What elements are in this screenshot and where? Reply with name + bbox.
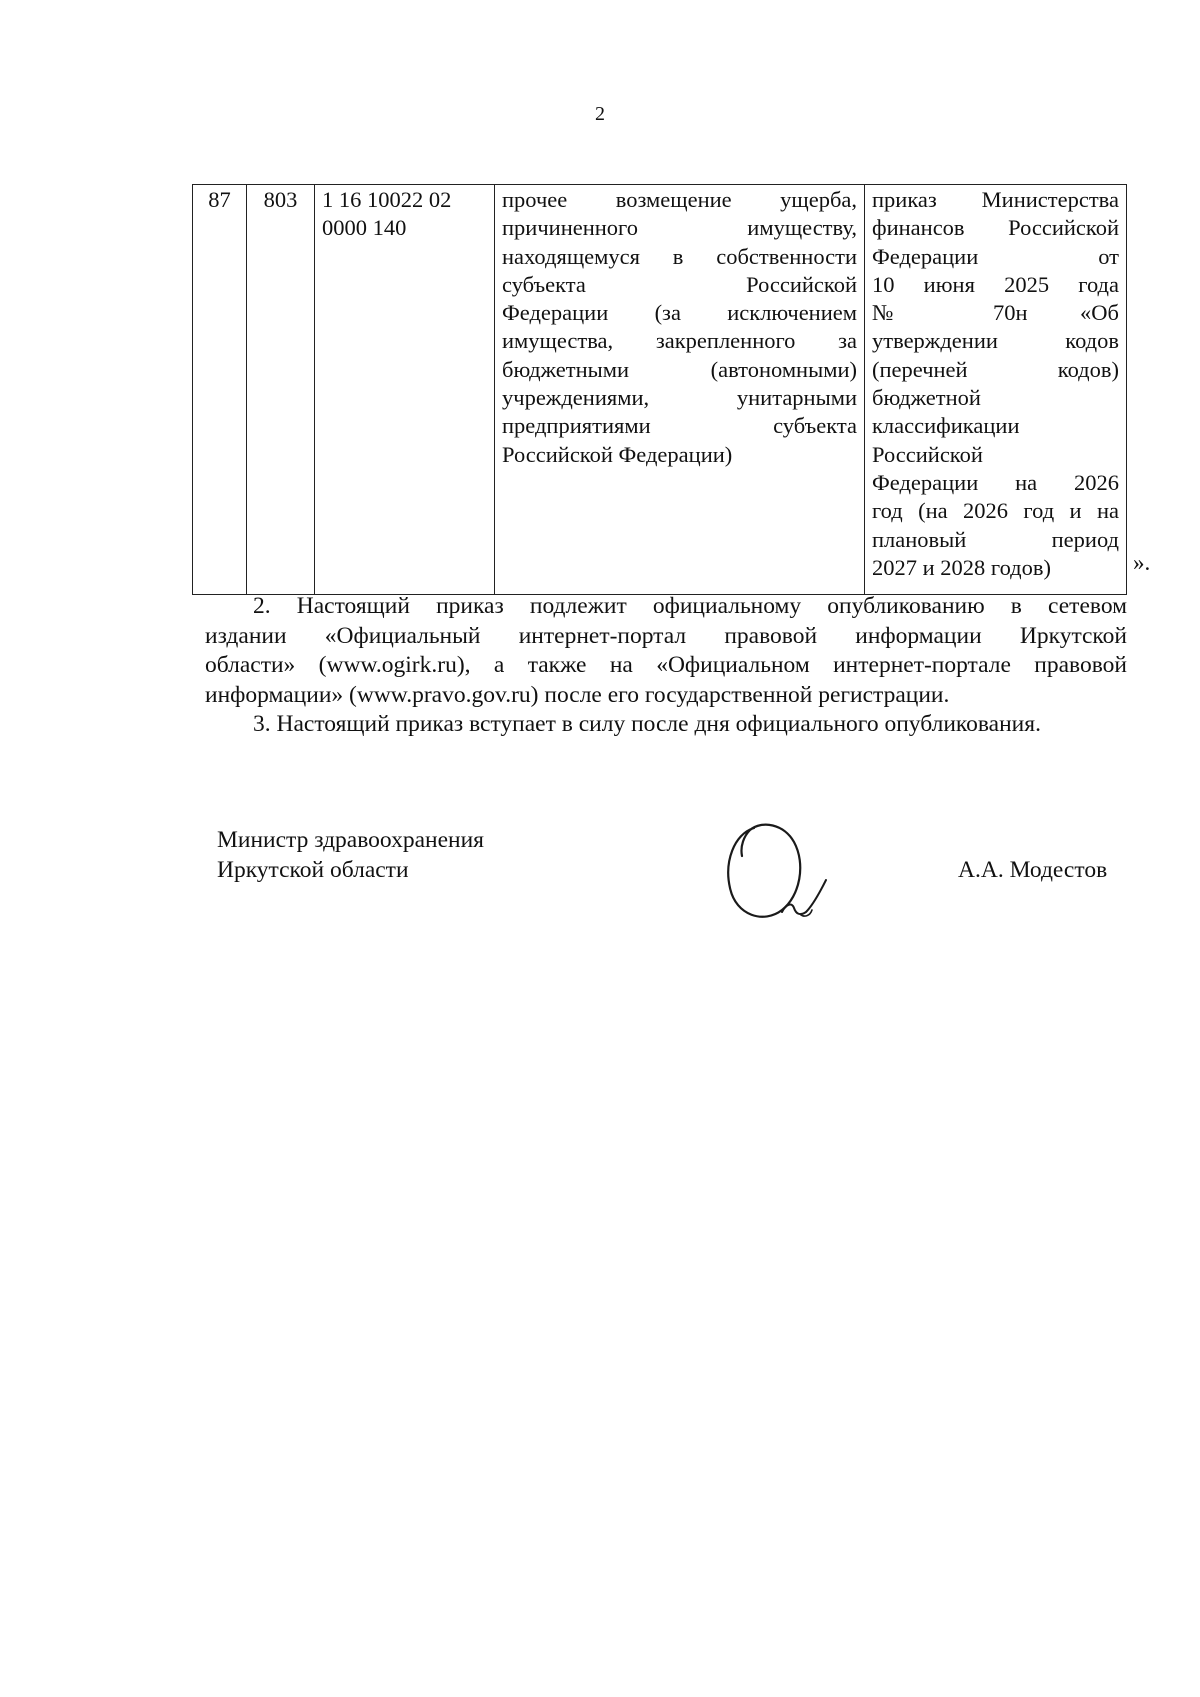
basis-line: приказ Министерства [872,187,1119,212]
description-line: Федерации (за исключением [502,300,857,326]
basis-line: № 70н «Об [872,300,1119,326]
description-line: Российской Федерации) [502,441,733,467]
description-line: бюджетными (автономными) [502,356,857,382]
description-line: причиненного имуществу, [502,215,857,241]
budget-code: 1 16 10022 02 0000 140 [315,185,495,595]
paragraph-publication [205,592,1127,710]
paragraph-effect [205,710,1127,740]
description-line: находящемуся в собственности [502,243,857,269]
basis-line: Федерации на 2026 [872,469,1119,495]
description-line: имущества, закрепленного за [502,328,857,354]
basis-line: утверждении кодов [872,328,1119,354]
row-number: 87 [193,185,247,595]
basis-line: бюджетной [872,385,981,411]
paragraph-line: области» (www.ogirk.ru), а также на «Официальном интернет-портале правовой [205,652,1127,678]
page-number: 2 [595,103,605,125]
signatory-title [217,825,484,885]
basis-line: 2027 и 2028 годов) [872,554,1052,580]
paragraph-line: издании «Официальный интернет-портал правовой информации Иркутской [205,622,1127,649]
description-line: предприятиями субъекта [502,413,857,439]
description-line: учреждениями, унитарными [502,385,857,411]
basis-line: финансов Российской [872,215,1119,241]
basis-line: плановый период [872,526,1119,552]
basis-line: год (на 2026 год и на [872,498,1119,524]
basis-line: Федерации от [872,243,1119,269]
description-line: прочее возмещение ущерба, [502,187,857,212]
basis-line: 10 июня 2025 года [872,271,1119,297]
paragraph-line: 2. Настоящий приказ подлежит официальному опубликованию в сетевом [253,593,1127,619]
budget-codes-table [192,184,1127,595]
signatory-name: А.А. Модестов [958,857,1108,883]
basis-line: Российской [872,441,983,467]
signatory-title-line: Министр здравоохранения [217,827,484,853]
paragraph-line: информации» (www.pravo.gov.ru) после его государственной регистрации. [205,681,950,708]
table-row [193,185,1127,595]
income-description [495,185,865,595]
legal-basis [865,185,1127,595]
closing-quote: ». [1133,550,1151,575]
signatory-title-line: Иркутской области [217,857,409,883]
description-line: субъекта Российской [502,271,857,297]
basis-line: (перечней кодов) [872,356,1119,382]
signature-mark [720,820,840,930]
admin-code: 803 [247,185,315,595]
basis-line: классификации [872,413,1020,439]
paragraph-line: 3. Настоящий приказ вступает в силу после дня официального опубликования. [253,711,1041,737]
